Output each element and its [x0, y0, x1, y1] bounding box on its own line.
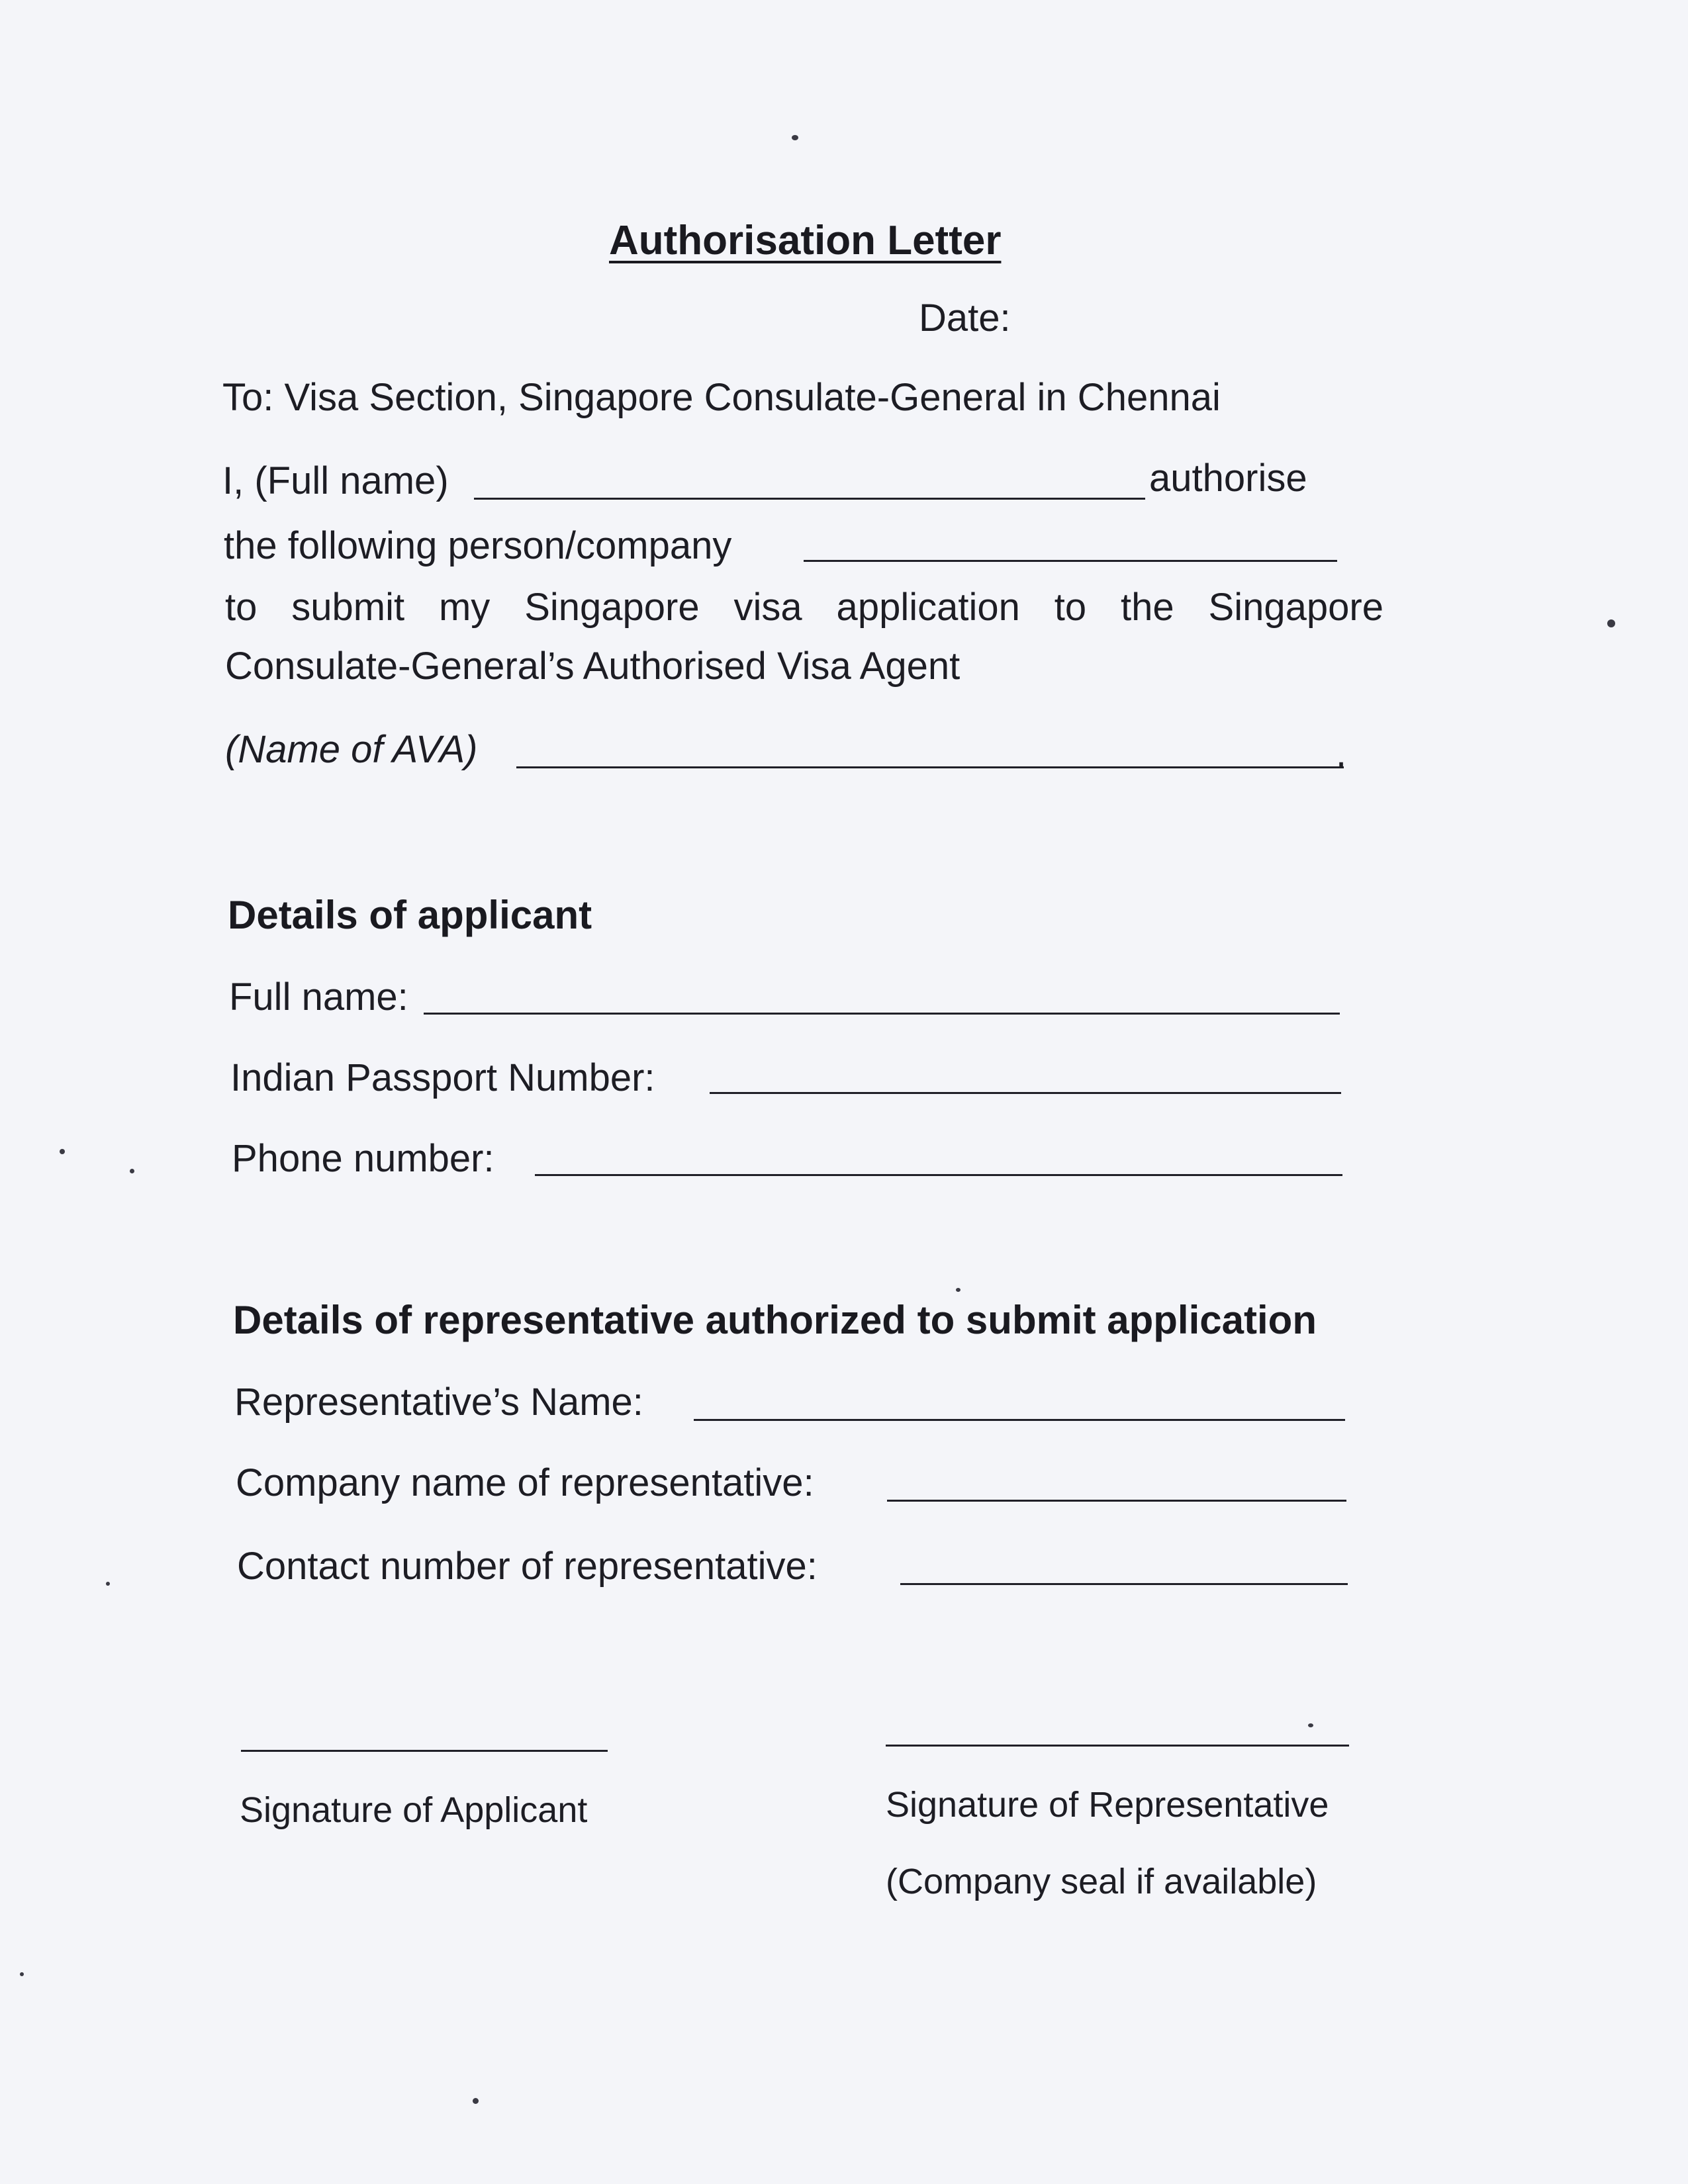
representative-name-label: Representative’s Name:	[234, 1381, 643, 1424]
submit-line-1: to submit my Singapore visa application to the Singapore	[225, 586, 1383, 629]
scan-speck	[60, 1149, 65, 1154]
full-name-blank[interactable]	[474, 498, 1145, 500]
representative-section-heading: Details of representative authorized to submit application	[233, 1298, 1317, 1342]
name-of-ava-label: (Name of AVA)	[225, 728, 478, 771]
ava-name-blank[interactable]	[516, 766, 1344, 768]
applicant-section-heading: Details of applicant	[228, 893, 592, 937]
date-label: Date:	[919, 296, 1011, 340]
company-name-label: Company name of representative:	[236, 1461, 814, 1504]
contact-number-blank[interactable]	[900, 1583, 1348, 1585]
scan-speck	[473, 2098, 479, 2104]
scan-speck	[1607, 619, 1615, 627]
passport-number-blank[interactable]	[710, 1092, 1341, 1094]
document-title: Authorisation Letter	[609, 218, 1002, 263]
following-person-label: the following person/company	[224, 524, 732, 567]
scan-speck	[20, 1972, 24, 1976]
scan-speck	[792, 135, 798, 140]
scan-speck	[106, 1582, 110, 1586]
person-company-blank[interactable]	[804, 560, 1337, 562]
full-name-prefix: I, (Full name)	[222, 459, 449, 502]
authorise-word: authorise	[1149, 457, 1307, 500]
company-seal-note: (Company seal if available)	[886, 1862, 1317, 1901]
applicant-signature-line[interactable]	[241, 1750, 608, 1752]
representative-name-blank[interactable]	[694, 1419, 1345, 1421]
applicant-signature-label: Signature of Applicant	[240, 1790, 588, 1830]
scan-speck	[956, 1288, 961, 1292]
recipient-line: To: Visa Section, Singapore Consulate-General in Chennai	[222, 376, 1221, 419]
contact-number-label: Contact number of representative:	[237, 1545, 818, 1588]
applicant-full-name-label: Full name:	[229, 976, 408, 1019]
representative-signature-label: Signature of Representative	[886, 1785, 1329, 1825]
phone-number-label: Phone number:	[232, 1137, 494, 1180]
ava-period: .	[1336, 732, 1347, 775]
passport-number-label: Indian Passport Number:	[230, 1056, 655, 1099]
scan-speck	[130, 1169, 134, 1173]
company-name-blank[interactable]	[887, 1500, 1346, 1502]
representative-signature-line[interactable]	[886, 1745, 1349, 1747]
applicant-full-name-blank[interactable]	[424, 1013, 1340, 1015]
phone-number-blank[interactable]	[535, 1174, 1342, 1176]
submit-line-2: Consulate-General’s Authorised Visa Agent	[225, 645, 961, 688]
scan-speck	[1308, 1723, 1313, 1727]
